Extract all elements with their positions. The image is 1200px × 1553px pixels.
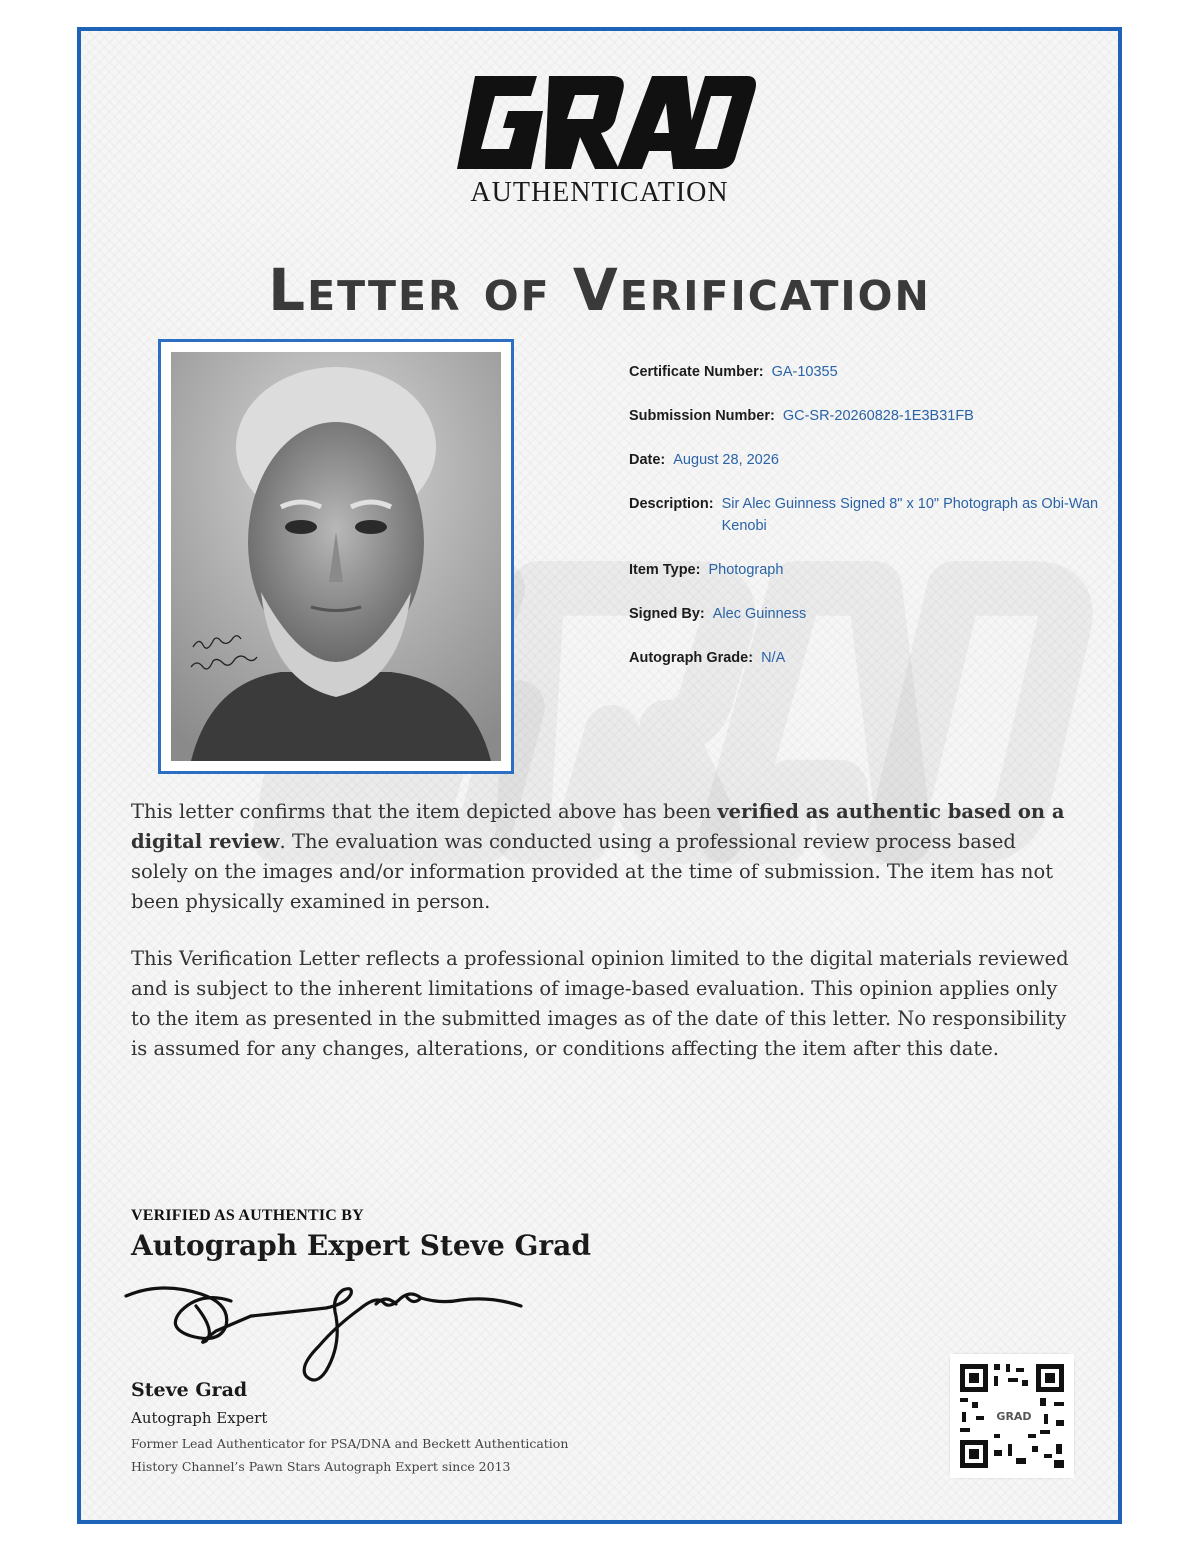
detail-label: Description: xyxy=(629,496,714,512)
signer-name: Steve Grad xyxy=(131,1379,248,1401)
detail-value: GC-SR-20260828-1E3B31FB xyxy=(782,408,974,424)
paragraph-text: . The evaluation was conducted using a professional review process based solely on the images and/or information provided at the time of submission. The item has not been physically examined in person. xyxy=(131,830,1054,913)
logo-subtitle: AUTHENTICATION xyxy=(470,177,729,208)
page-title: Letter of Verification xyxy=(268,256,931,324)
paragraph-text: This letter confirms that the item depicted above has been xyxy=(131,800,718,823)
verification-paragraph xyxy=(131,797,1071,917)
certificate-details xyxy=(629,361,1099,691)
verified-by-heading: VERIFIED AS AUTHENTIC BY xyxy=(131,1207,364,1224)
item-photo xyxy=(158,339,514,774)
detail-submission-number xyxy=(629,405,1099,427)
detail-certificate-number xyxy=(629,361,1099,383)
certificate-frame xyxy=(77,27,1122,1524)
detail-label: Autograph Grade: xyxy=(629,650,754,666)
detail-label: Certificate Number: xyxy=(629,364,764,380)
detail-item-type xyxy=(629,559,1099,581)
detail-label: Item Type: xyxy=(629,562,701,578)
detail-value: August 28, 2026 xyxy=(673,452,779,468)
detail-signed-by xyxy=(629,603,1099,625)
portrait-image xyxy=(171,352,501,761)
signature-image xyxy=(121,1276,531,1391)
paragraph-emphasis: verified as authentic based on a digital review xyxy=(131,800,1065,853)
signer-credential: History Channel’s Pawn Stars Autograph Expert since 2013 xyxy=(131,1459,511,1474)
grad-logo xyxy=(447,71,757,176)
detail-autograph-grade xyxy=(629,647,1099,669)
detail-value: Sir Alec Guinness Signed 8" x 10" Photograph as Obi-Wan Kenobi xyxy=(721,496,1099,534)
detail-value: GA-10355 xyxy=(771,364,838,380)
detail-value: Alec Guinness xyxy=(712,606,807,622)
signer-role: Autograph Expert xyxy=(131,1409,268,1427)
detail-value: Photograph xyxy=(708,562,784,578)
detail-date xyxy=(629,449,1099,471)
disclaimer-paragraph: This Verification Letter reflects a professional opinion limited to the digital materials reviewed and is subject to the inherent limitations of image-based evaluation. This opinion applies only to the item as presented in the submitted images as of the date of this letter. No responsibility is assumed for any changes, alterations, or conditions affecting the item after this date. xyxy=(131,947,1069,1060)
detail-label: Submission Number: xyxy=(629,408,775,424)
qr-code-icon[interactable] xyxy=(950,1354,1074,1478)
expert-title: Autograph Expert Steve Grad xyxy=(131,1229,591,1262)
detail-description xyxy=(629,493,1099,537)
detail-label: Date: xyxy=(629,452,666,468)
detail-label: Signed By: xyxy=(629,606,705,622)
detail-value: N/A xyxy=(761,650,786,666)
qr-label: GRAD xyxy=(996,1410,1032,1423)
signer-credential: Former Lead Authenticator for PSA/DNA and Beckett Authentication xyxy=(131,1436,569,1451)
